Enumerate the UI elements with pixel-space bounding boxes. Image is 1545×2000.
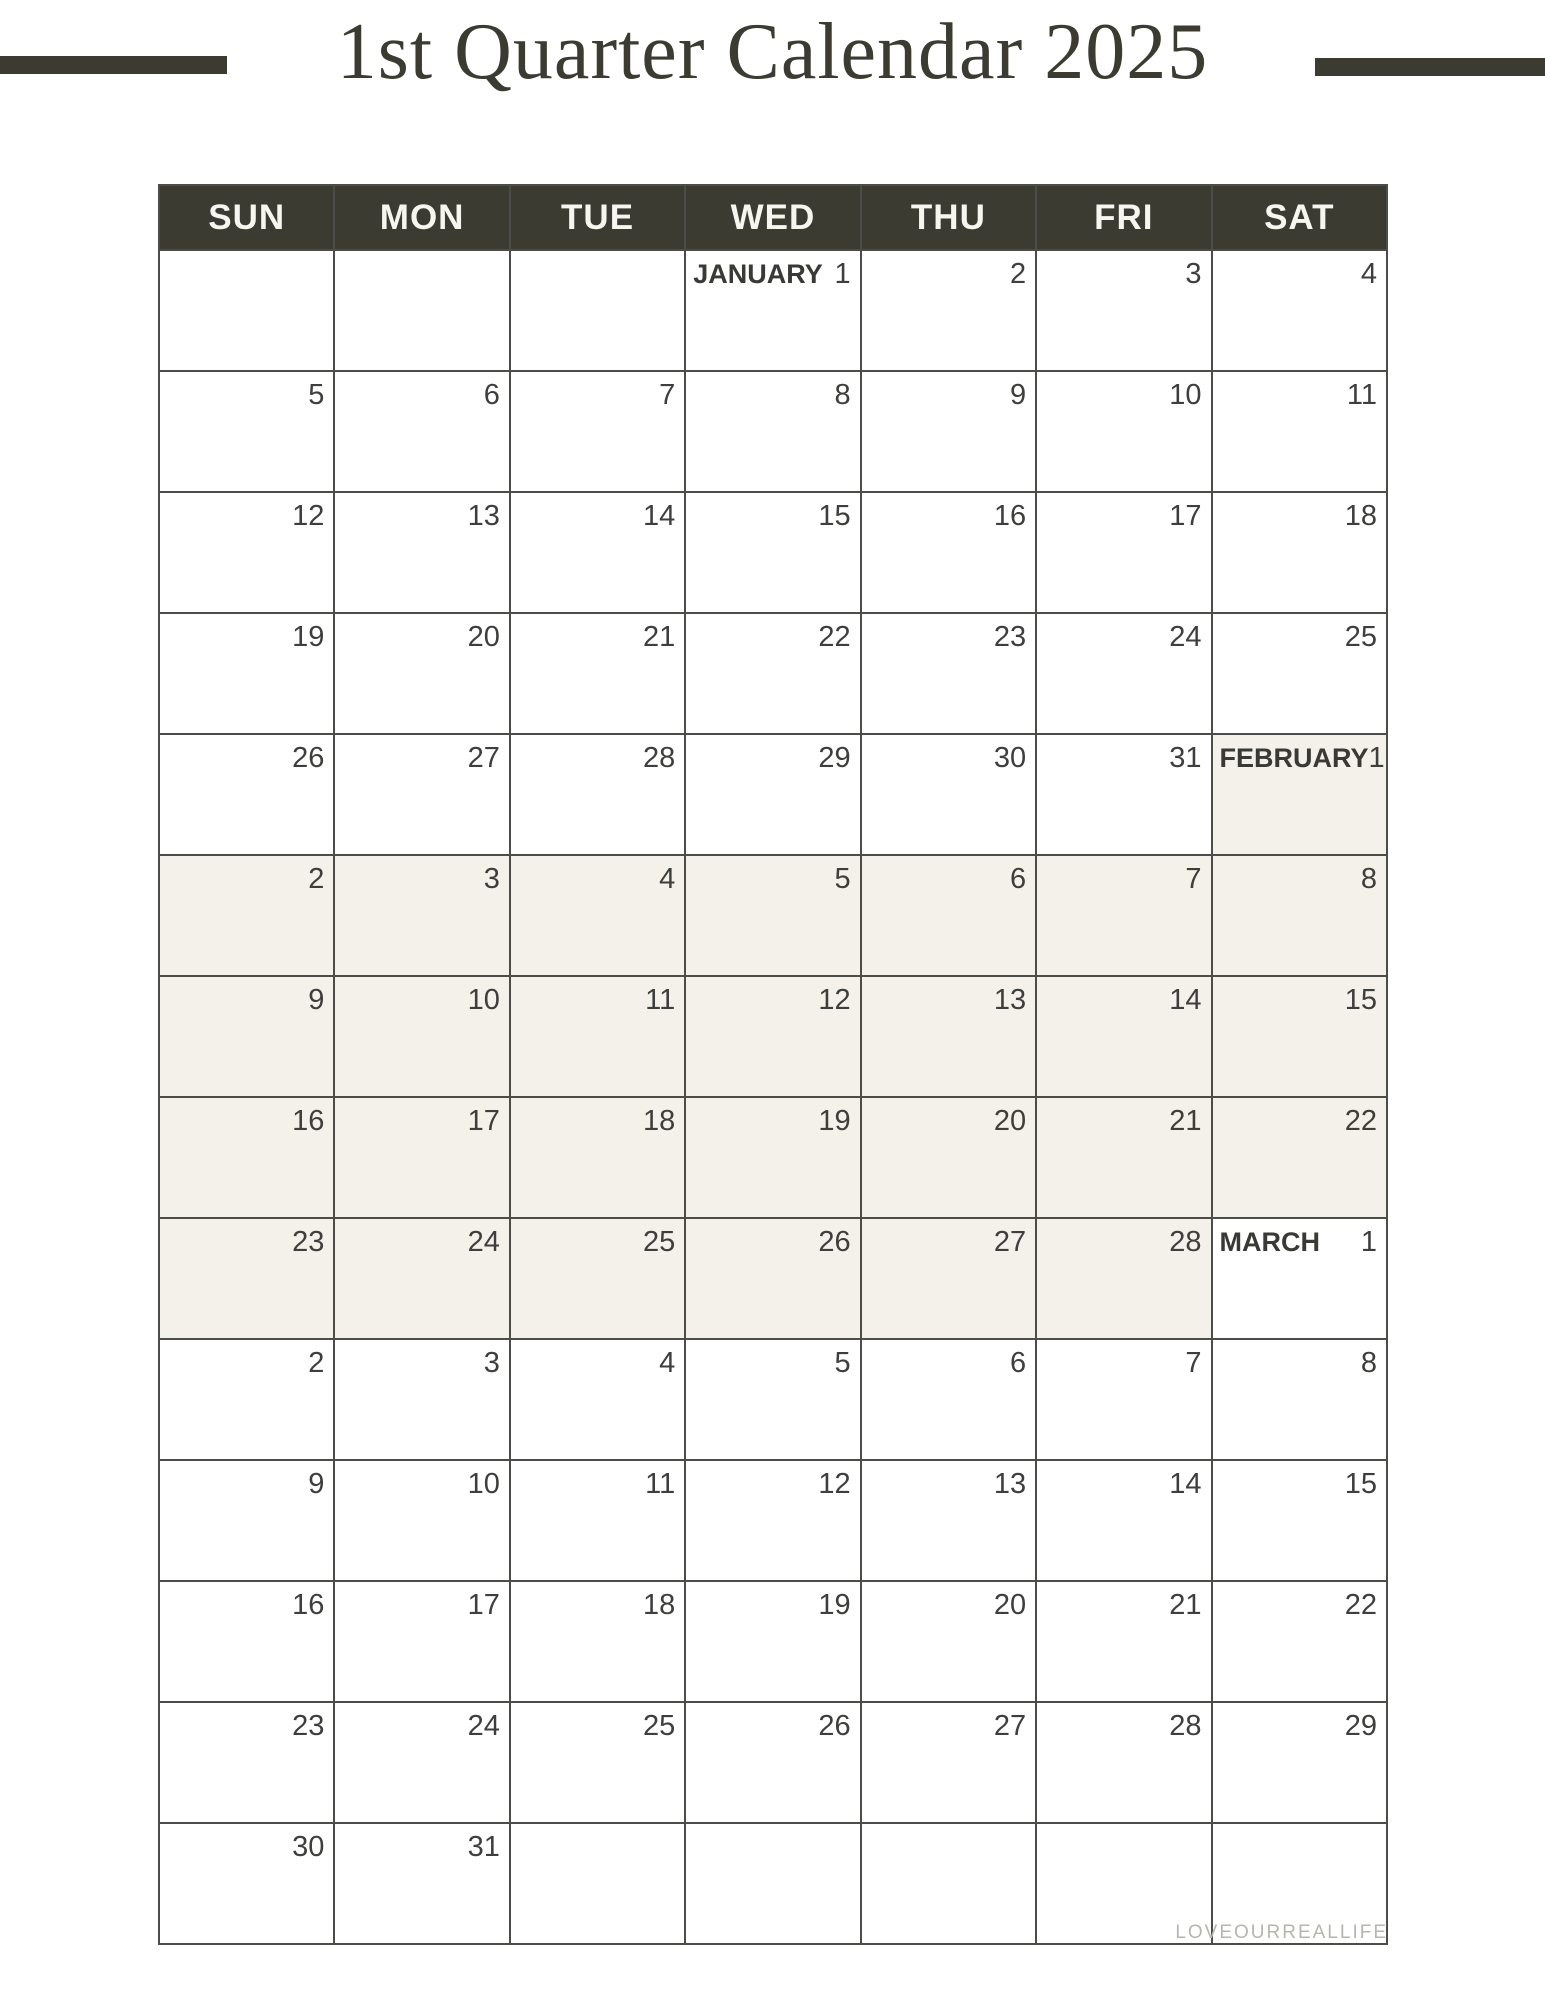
day-number: 25 [643, 1226, 676, 1258]
calendar-cell [510, 492, 685, 613]
calendar-cell [510, 1339, 685, 1460]
day-number: 28 [643, 742, 676, 774]
day-number: 20 [467, 621, 500, 653]
day-number: 2 [1009, 258, 1027, 290]
day-number: 25 [1344, 621, 1377, 653]
day-number: 3 [1185, 258, 1202, 290]
week-row [159, 855, 1387, 976]
calendar-cell [1212, 976, 1387, 1097]
calendar-cell [861, 371, 1036, 492]
day-number: 31 [467, 1831, 500, 1863]
page-title: 1st Quarter Calendar 2025 [336, 8, 1209, 96]
calendar-cell [159, 1339, 334, 1460]
day-number: 24 [467, 1226, 500, 1258]
day-number: 31 [1169, 742, 1202, 774]
day-number: 22 [1344, 1589, 1377, 1621]
week-row [159, 1460, 1387, 1581]
calendar-cell [1212, 371, 1387, 492]
calendar-cell [1036, 976, 1211, 1097]
day-number: 5 [308, 379, 325, 411]
day-number: 20 [993, 1589, 1027, 1621]
calendar-cell [1212, 250, 1387, 371]
calendar-cell [1212, 492, 1387, 613]
week-row [159, 371, 1387, 492]
day-number: 14 [1169, 984, 1202, 1016]
day-number: 13 [993, 1468, 1027, 1500]
day-number: 8 [1360, 863, 1377, 895]
calendar-cell [861, 1097, 1036, 1218]
day-number: 5 [834, 863, 851, 895]
day-number: 21 [1169, 1105, 1202, 1137]
calendar-cell [1212, 734, 1387, 855]
weekday-header-fri: FRI [1036, 185, 1211, 250]
calendar-cell [510, 1702, 685, 1823]
day-number: 15 [818, 500, 851, 532]
calendar-cell [334, 855, 509, 976]
calendar-cell [1212, 1702, 1387, 1823]
day-number: 2 [308, 863, 325, 895]
calendar-cell [685, 1097, 860, 1218]
week-row [159, 1702, 1387, 1823]
day-number: 13 [467, 500, 500, 532]
calendar-cell [861, 1460, 1036, 1581]
day-number: 23 [292, 1226, 325, 1258]
calendar-cell [334, 1460, 509, 1581]
calendar-cell [861, 1581, 1036, 1702]
day-number: 9 [308, 984, 325, 1016]
day-number: 19 [818, 1589, 851, 1621]
day-number: 1 [834, 258, 851, 290]
weekday-header-sat: SAT [1212, 185, 1387, 250]
calendar-cell [861, 492, 1036, 613]
day-number: 24 [1169, 621, 1202, 653]
calendar-cell [159, 1460, 334, 1581]
calendar-cell [1212, 1460, 1387, 1581]
calendar-cell [1036, 734, 1211, 855]
day-number: 4 [659, 863, 676, 895]
day-number: 17 [467, 1105, 500, 1137]
day-number: 4 [1360, 258, 1377, 290]
week-row [159, 613, 1387, 734]
day-number: 14 [1169, 1468, 1202, 1500]
week-row [159, 1581, 1387, 1702]
calendar-cell [510, 1581, 685, 1702]
day-number: 4 [659, 1347, 676, 1379]
day-number: 21 [643, 621, 676, 653]
day-number: 15 [1344, 1468, 1377, 1500]
calendar-cell-empty [510, 250, 685, 371]
day-number: 19 [818, 1105, 851, 1137]
day-number: 10 [1169, 379, 1202, 411]
calendar-cell [159, 1581, 334, 1702]
calendar-cell [334, 1218, 509, 1339]
day-number: 29 [818, 742, 851, 774]
month-label: MARCH [1219, 1227, 1321, 1257]
calendar-cell [1036, 1581, 1211, 1702]
week-row [159, 492, 1387, 613]
day-number: 26 [818, 1710, 851, 1742]
calendar-cell [1036, 371, 1211, 492]
day-number: 23 [292, 1710, 325, 1742]
calendar-cell [159, 492, 334, 613]
day-number: 17 [1169, 500, 1202, 532]
weekday-header-sun: SUN [159, 185, 334, 250]
calendar-cell [685, 492, 860, 613]
day-number: 30 [292, 1831, 325, 1863]
calendar-cell [861, 976, 1036, 1097]
day-number: 11 [645, 1468, 676, 1500]
day-number: 7 [659, 379, 676, 411]
calendar-cell [334, 734, 509, 855]
calendar-cell [685, 250, 860, 371]
day-number: 22 [818, 621, 851, 653]
calendar-cell [685, 1581, 860, 1702]
calendar-cell [159, 613, 334, 734]
calendar-cell [334, 1702, 509, 1823]
day-number: 27 [993, 1226, 1027, 1258]
day-number: 19 [292, 621, 325, 653]
day-number: 18 [643, 1105, 676, 1137]
weekday-header-thu: THU [861, 185, 1036, 250]
calendar-cell [1036, 250, 1211, 371]
weekday-header-tue: TUE [510, 185, 685, 250]
calendar-cell [510, 1097, 685, 1218]
day-number: 20 [993, 1105, 1027, 1137]
calendar-cell [685, 976, 860, 1097]
day-number: 11 [645, 984, 676, 1016]
calendar-cell [861, 855, 1036, 976]
calendar-cell [861, 250, 1036, 371]
calendar-cell [1036, 1218, 1211, 1339]
day-number: 1 [1368, 742, 1385, 774]
calendar-cell [334, 1097, 509, 1218]
calendar-cell [685, 371, 860, 492]
calendar-cell [1036, 1702, 1211, 1823]
day-number: 28 [1169, 1710, 1202, 1742]
day-number: 8 [834, 379, 851, 411]
calendar-cell [159, 734, 334, 855]
calendar-cell [510, 1460, 685, 1581]
week-row [159, 976, 1387, 1097]
day-number: 8 [1360, 1347, 1377, 1379]
day-number: 12 [818, 984, 851, 1016]
calendar-cell [861, 734, 1036, 855]
calendar-cell [1036, 492, 1211, 613]
calendar-cell [510, 371, 685, 492]
day-number: 6 [483, 379, 500, 411]
calendar-cell [159, 976, 334, 1097]
calendar-cell [334, 613, 509, 734]
calendar-cell [1036, 1097, 1211, 1218]
day-number: 12 [818, 1468, 851, 1500]
day-number: 27 [467, 742, 500, 774]
calendar-cell [685, 855, 860, 976]
day-number: 2 [308, 1347, 325, 1379]
calendar-cell [861, 1339, 1036, 1460]
calendar-cell [1212, 1339, 1387, 1460]
weekday-header-row [159, 185, 1387, 250]
day-number: 13 [993, 984, 1027, 1016]
calendar-cell [861, 613, 1036, 734]
day-number: 6 [1009, 863, 1027, 895]
day-number: 9 [308, 1468, 325, 1500]
day-number: 22 [1344, 1105, 1377, 1137]
calendar-body [159, 250, 1387, 1944]
day-number: 26 [818, 1226, 851, 1258]
day-number: 5 [834, 1347, 851, 1379]
day-number: 10 [467, 984, 500, 1016]
calendar-cell [510, 1218, 685, 1339]
calendar-cell [159, 371, 334, 492]
calendar-cell [861, 1218, 1036, 1339]
day-number: 28 [1169, 1226, 1202, 1258]
day-number: 29 [1344, 1710, 1377, 1742]
day-number: 14 [643, 500, 676, 532]
day-number: 11 [1346, 379, 1377, 411]
day-number: 6 [1009, 1347, 1027, 1379]
calendar-cell [159, 1097, 334, 1218]
day-number: 27 [993, 1710, 1027, 1742]
watermark: LOVEOURREALLIFE [1175, 1922, 1388, 1943]
day-number: 1 [1360, 1226, 1377, 1258]
calendar-cell [159, 1218, 334, 1339]
day-number: 21 [1169, 1589, 1202, 1621]
calendar-cell [685, 1218, 860, 1339]
day-number: 12 [292, 500, 325, 532]
calendar-cell [1036, 1460, 1211, 1581]
calendar-cell [334, 1581, 509, 1702]
calendar-cell [334, 492, 509, 613]
day-number: 24 [467, 1710, 500, 1742]
calendar-cell [510, 855, 685, 976]
calendar-cell [1212, 1097, 1387, 1218]
month-label: JANUARY [693, 259, 823, 289]
calendar-cell [334, 371, 509, 492]
day-number: 26 [292, 742, 325, 774]
day-number: 23 [993, 621, 1027, 653]
calendar-cell [159, 855, 334, 976]
calendar-cell-empty [334, 250, 509, 371]
day-number: 18 [1344, 500, 1377, 532]
calendar-cell [510, 734, 685, 855]
day-number: 16 [292, 1105, 325, 1137]
calendar-cell [334, 1339, 509, 1460]
weekday-header-mon: MON [334, 185, 509, 250]
calendar-cell [1036, 1339, 1211, 1460]
day-number: 30 [993, 742, 1027, 774]
calendar-cell [685, 1702, 860, 1823]
week-row [159, 1339, 1387, 1460]
day-number: 3 [483, 863, 500, 895]
month-label: FEBRUARY [1219, 743, 1369, 773]
calendar-cell [1036, 855, 1211, 976]
day-number: 7 [1185, 863, 1202, 895]
day-number: 15 [1344, 984, 1377, 1016]
week-row [159, 250, 1387, 371]
calendar-cell [1212, 613, 1387, 734]
calendar-cell [1212, 1581, 1387, 1702]
calendar-cell [1212, 1218, 1387, 1339]
day-number: 16 [292, 1589, 325, 1621]
calendar-cell [1212, 855, 1387, 976]
calendar-cell [685, 734, 860, 855]
calendar-cell [159, 1702, 334, 1823]
weekday-header-wed: WED [685, 185, 860, 250]
day-number: 3 [483, 1347, 500, 1379]
calendar-cell [334, 976, 509, 1097]
day-number: 9 [1009, 379, 1027, 411]
calendar-cell [685, 613, 860, 734]
calendar-cell [861, 1702, 1036, 1823]
calendar-cell [510, 613, 685, 734]
day-number: 18 [643, 1589, 676, 1621]
day-number: 7 [1185, 1347, 1202, 1379]
calendar-cell [685, 1339, 860, 1460]
day-number: 10 [467, 1468, 500, 1500]
week-row [159, 734, 1387, 855]
quarter-calendar [158, 184, 1388, 1945]
calendar-cell [1036, 613, 1211, 734]
day-number: 17 [467, 1589, 500, 1621]
calendar-cell [685, 1460, 860, 1581]
calendar-cell-empty [159, 250, 334, 371]
week-row [159, 1097, 1387, 1218]
calendar-cell [510, 976, 685, 1097]
week-row [159, 1218, 1387, 1339]
day-number: 16 [993, 500, 1027, 532]
day-number: 25 [643, 1710, 676, 1742]
